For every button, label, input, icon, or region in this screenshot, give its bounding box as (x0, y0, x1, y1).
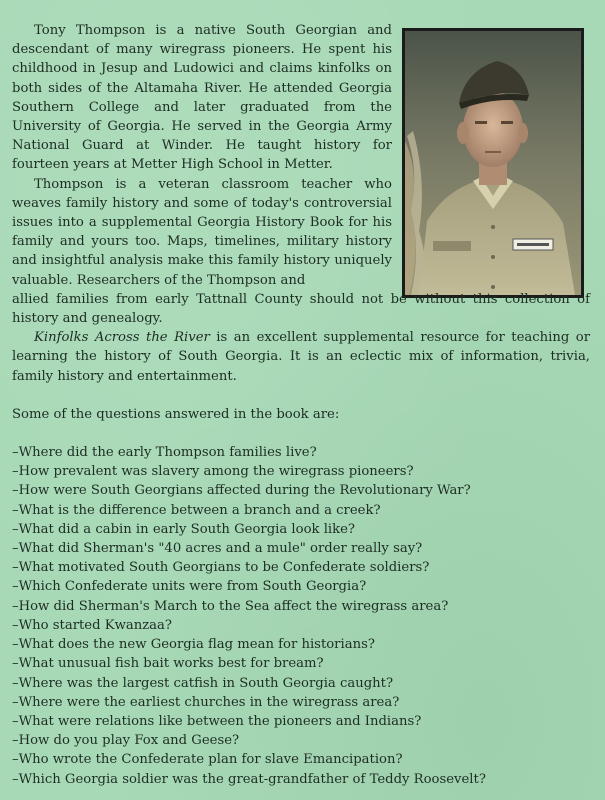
cover-text (12, 21, 597, 789)
book-title: Kinfolks Across the River (34, 330, 210, 346)
question-item: –What is the difference between a branch and a creek? (12, 502, 381, 518)
question-item: –What unusual fish bait works best for bream? (12, 656, 324, 672)
paragraph-spacer (12, 386, 597, 405)
question-item: –What motivated South Georgians to be Confederate soldiers? (12, 560, 430, 576)
questions-list (12, 443, 597, 789)
question-item: –What did a cabin in early South Georgia look like? (12, 521, 355, 537)
question-item: –Which Georgia soldier was the great-grandfather of Teddy Roosevelt? (12, 771, 486, 787)
question-item: –Where did the early Thompson families live? (12, 445, 317, 461)
bio-paragraph-2: Thompson is a veteran classroom teacher who weaves family history and some of today's controversial issues into a supplemental Georgia History Book for his family and yours too. Maps, timelines, military history and insightful analysis make this family history uniquely valuable. Researchers of the Thompson and (12, 176, 392, 288)
question-item: –How do you play Fox and Geese? (12, 733, 240, 749)
question-item: –What did Sherman's "40 acres and a mule" order really say? (12, 541, 423, 557)
bio-paragraph-1: Tony Thompson is a native South Georgian and descendant of many wiregrass pioneers. He spent his childhood in Jesup and Ludowici and claims kinfolks on both sides of the Altamaha River. He attended Georgia Southern College and later graduated from the University of Georgia. He served in the Georgia Army National Guard at Winder. He taught history for fourteen years at Metter High School in Metter. (12, 23, 392, 173)
question-item: –Who wrote the Confederate plan for slave Emancipation? (12, 752, 403, 768)
question-item: –How were South Georgians affected during the Revolutionary War? (12, 483, 471, 499)
questions-intro: Some of the questions answered in the book are: (12, 406, 340, 422)
question-item: –Where were the earliest churches in the wiregrass area? (12, 694, 400, 710)
question-item: –What does the new Georgia flag mean for historians? (12, 637, 375, 653)
question-item: –Who started Kwanzaa? (12, 617, 172, 633)
book-description-text: is an excellent supplemental resource for teaching or learning the history of South Georgia. It is an eclectic mix of information, trivia, family history and entertainment. (12, 330, 590, 384)
question-item: –Which Confederate units were from South Georgia? (12, 579, 367, 595)
question-item: –How prevalent was slavery among the wiregrass pioneers? (12, 464, 414, 480)
question-item: –What were relations like between the pioneers and Indians? (12, 713, 422, 729)
book-description-paragraph (12, 328, 590, 386)
question-item: –How did Sherman's March to the Sea affect the wiregrass area? (12, 598, 449, 614)
bio-paragraph-2-continued: allied families from early Tattnall County should not be without this collection of history and genealogy. (12, 291, 590, 327)
paragraph-spacer (12, 424, 597, 443)
question-item: –Where was the largest catfish in South Georgia caught? (12, 675, 394, 691)
